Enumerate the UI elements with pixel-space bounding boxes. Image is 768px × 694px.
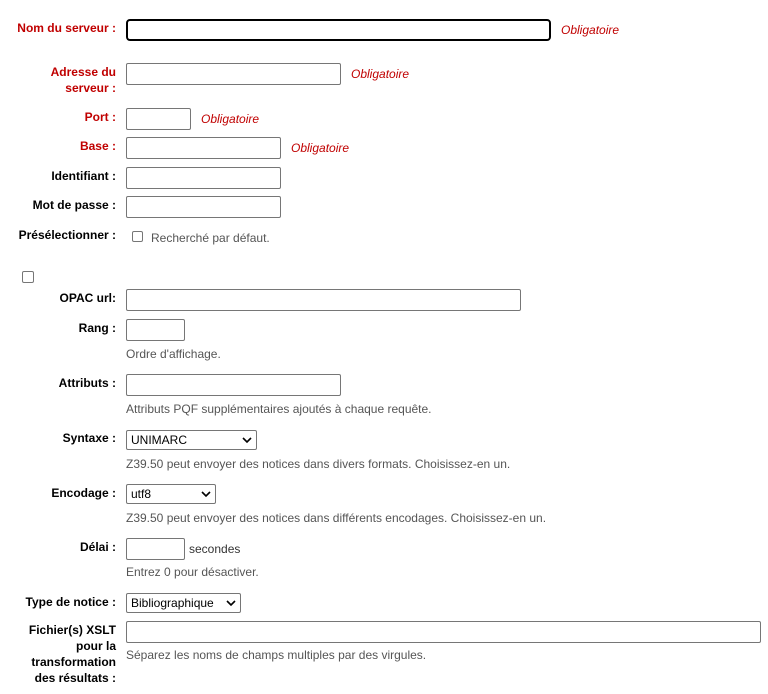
attributes-input[interactable] bbox=[126, 374, 341, 396]
opac-url-label: OPAC url: bbox=[59, 291, 116, 305]
xslt-hint: Séparez les noms de champs multiples par des virgules. bbox=[126, 648, 427, 662]
record-type-select[interactable] bbox=[126, 593, 241, 613]
chevron-down-icon bbox=[201, 488, 211, 500]
syntax-select[interactable] bbox=[126, 430, 257, 450]
chevron-down-icon bbox=[226, 597, 236, 609]
standalone-checkbox[interactable] bbox=[22, 271, 34, 283]
server-address-required-note: Obligatoire bbox=[351, 67, 410, 81]
opac-url-input[interactable] bbox=[126, 289, 521, 311]
server-name-required-note: Obligatoire bbox=[561, 23, 620, 37]
timeout-label: Délai : bbox=[79, 540, 116, 554]
password-label: Mot de passe : bbox=[32, 198, 116, 212]
rank-hint: Ordre d'affichage. bbox=[126, 347, 221, 361]
port-input[interactable] bbox=[126, 108, 191, 130]
port-label: Port : bbox=[84, 110, 116, 124]
server-address-input[interactable] bbox=[126, 63, 341, 85]
base-required-note: Obligatoire bbox=[291, 141, 350, 155]
xslt-input[interactable] bbox=[126, 621, 761, 643]
identifier-input[interactable] bbox=[126, 167, 281, 189]
timeout-input[interactable] bbox=[126, 538, 185, 560]
syntax-label: Syntaxe : bbox=[62, 431, 116, 445]
base-input[interactable] bbox=[126, 137, 281, 159]
encoding-hint: Z39.50 peut envoyer des notices dans différents encodages. Choisissez-en un. bbox=[126, 511, 547, 525]
attributes-hint: Attributs PQF supplémentaires ajoutés à chaque requête. bbox=[126, 402, 432, 416]
attributes-label: Attributs : bbox=[58, 376, 116, 390]
encoding-label: Encodage : bbox=[51, 486, 116, 500]
preselect-label: Présélectionner : bbox=[18, 228, 116, 242]
xslt-label: Fichier(s) XSLT pour la transformation des résultats : bbox=[28, 623, 116, 685]
record-type-selected-value: Bibliographique bbox=[131, 596, 214, 610]
chevron-down-icon bbox=[242, 434, 252, 446]
base-label: Base : bbox=[79, 139, 116, 153]
syntax-hint: Z39.50 peut envoyer des notices dans divers formats. Choisissez-en un. bbox=[126, 457, 511, 471]
timeout-hint: Entrez 0 pour désactiver. bbox=[126, 565, 259, 579]
preselect-checkbox-label: Recherché par défaut. bbox=[151, 231, 270, 245]
preselect-checkbox[interactable] bbox=[132, 231, 143, 242]
rank-input[interactable] bbox=[126, 319, 185, 341]
record-type-label: Type de notice : bbox=[25, 595, 116, 609]
server-name-input[interactable] bbox=[126, 19, 551, 41]
password-input[interactable] bbox=[126, 196, 281, 218]
rank-label: Rang : bbox=[78, 321, 116, 335]
server-name-label: Nom du serveur : bbox=[17, 21, 116, 35]
encoding-selected-value: utf8 bbox=[131, 487, 152, 501]
syntax-selected-value: UNIMARC bbox=[131, 433, 187, 447]
server-address-label: Adresse du serveur : bbox=[50, 65, 116, 95]
identifier-label: Identifiant : bbox=[51, 169, 116, 183]
encoding-select[interactable] bbox=[126, 484, 216, 504]
timeout-suffix: secondes bbox=[189, 542, 241, 556]
port-required-note: Obligatoire bbox=[201, 112, 260, 126]
